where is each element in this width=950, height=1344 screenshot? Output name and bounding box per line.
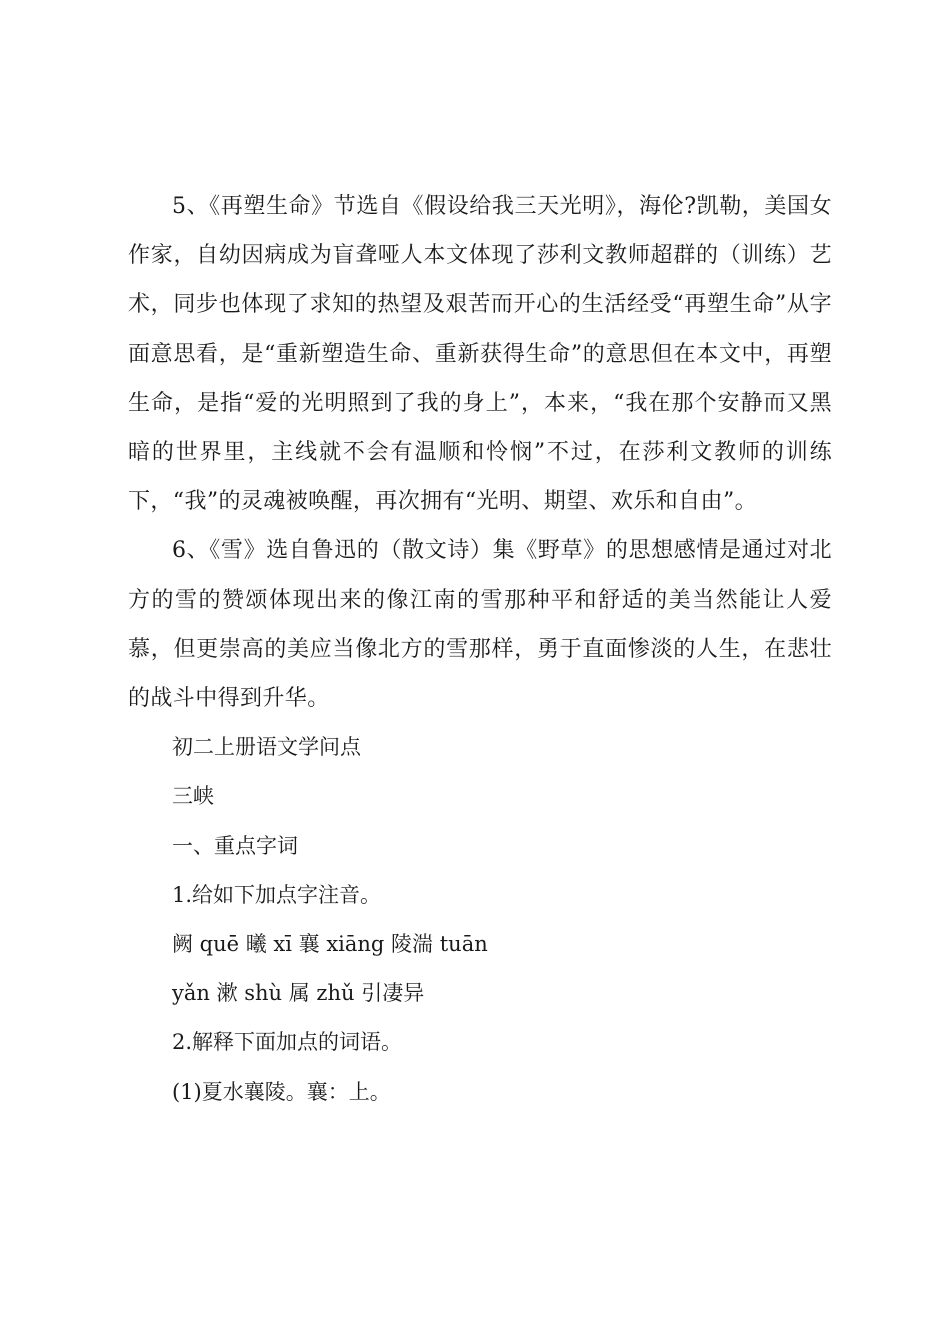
document-body [128, 182, 832, 1117]
subsection-heading: 一、重点字词 [172, 833, 298, 858]
pinyin-line-2: yǎn 漱 shù 属 zhǔ 引凄异 [172, 981, 425, 1006]
exercise-instruction-2: 2.解释下面加点的词语。 [172, 1030, 403, 1055]
exercise-item-1: (1)夏水襄陵。襄：上。 [172, 1079, 391, 1104]
section-title: 初二上册语文学问点 [172, 735, 361, 760]
exercise-instruction-1: 1.给如下加点字注音。 [172, 882, 382, 907]
pinyin-line-1: 阙 quē 曦 xī 襄 xiāng 陵湍 tuān [172, 932, 488, 957]
paragraph-item-6: 6、《雪》选自鲁迅的（散文诗）集《野草》的思想感情是通过对北方的雪的赞颂体现出来的像江南的雪那种平和舒适的美当然能让人爱慕，但更崇高的美应当像北方的雪那样，勇于直面惨淡的人生，在悲壮的战斗中得到升华。 [128, 538, 832, 712]
paragraph-item-5: 5、《再塑生命》节选自《假设给我三天光明》，海伦?凯勒，美国女作家，自幼因病成为盲聋哑人本文体现了莎利文教师超群的（训练）艺术，同步也体现了求知的热望及艰苦而开心的生活经受“再塑生命”从字面意思看，是“重新塑造生命、重新获得生命”的意思但在本文中，再塑生命，是指“爱的光明照到了我的身上”，本来，“我在那个安静而又黑暗的世界里，主线就不会有温顺和怜悯”不过，在莎利文教师的训练下，“我”的灵魂被唤醒，再次拥有“光明、期望、欢乐和自由”。 [128, 194, 832, 515]
lesson-title: 三峡 [172, 784, 214, 809]
